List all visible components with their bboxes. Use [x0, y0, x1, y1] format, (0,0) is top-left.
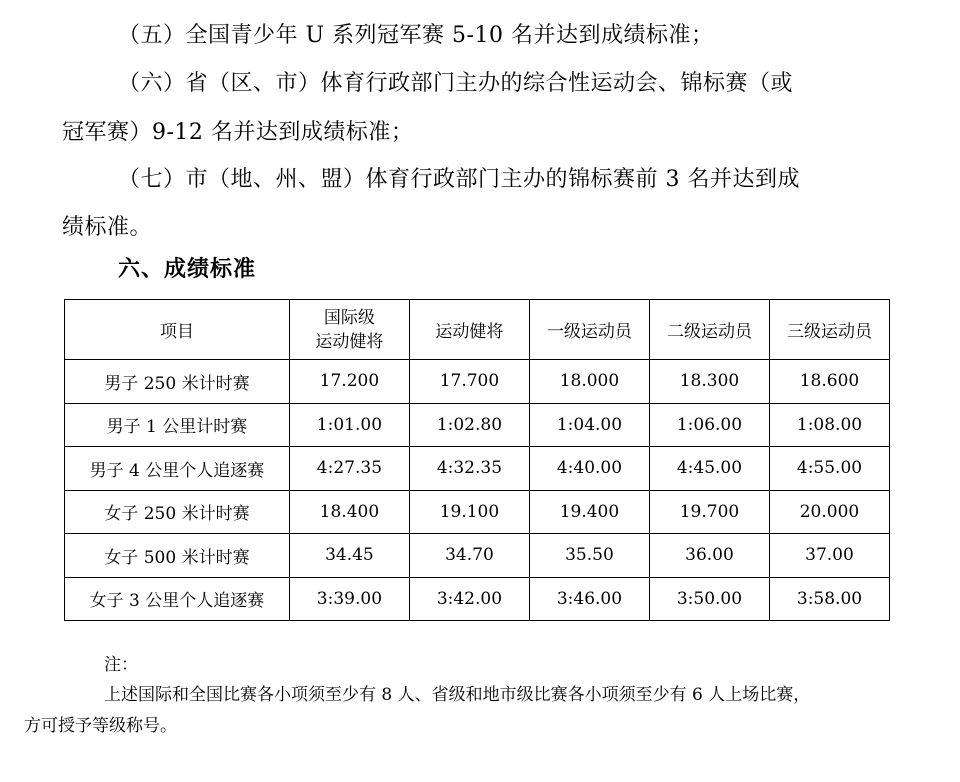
paragraph-item-7-cont: 绩标准。 — [62, 215, 153, 240]
value-cell: 18.400 — [289, 490, 409, 534]
value-cell: 1:04.00 — [529, 403, 649, 447]
note-text — [24, 680, 894, 742]
header-international-master — [289, 300, 409, 360]
value-cell: 18.000 — [529, 360, 649, 404]
value-cell: 19.100 — [409, 490, 529, 534]
value-cell: 3:46.00 — [529, 577, 649, 621]
paragraph-item-7: （七）市（地、州、盟）体育行政部门主办的锦标赛前 3 名并达到成 — [118, 167, 800, 192]
value-cell: 4:40.00 — [529, 447, 649, 491]
event-cell: 男子 250 米计时赛 — [65, 360, 290, 404]
value-cell: 1:06.00 — [649, 403, 769, 447]
value-cell: 34.45 — [289, 534, 409, 578]
event-cell: 女子 500 米计时赛 — [65, 534, 290, 578]
value-cell: 20.000 — [769, 490, 889, 534]
section-heading: 六、成绩标准 — [118, 257, 257, 282]
paragraph-item-6: （六）省（区、市）体育行政部门主办的综合性运动会、锦标赛（或 — [118, 71, 794, 96]
value-cell: 17.700 — [409, 360, 529, 404]
event-cell: 女子 3 公里个人追逐赛 — [65, 577, 290, 621]
table-row — [65, 360, 890, 404]
table-header-row — [65, 300, 890, 360]
value-cell: 3:58.00 — [769, 577, 889, 621]
value-cell: 1:02.80 — [409, 403, 529, 447]
paragraph-item-5: （五）全国青少年 U 系列冠军赛 5-10 名并达到成绩标准； — [118, 23, 714, 48]
header-second-class: 二级运动员 — [649, 300, 769, 360]
value-cell: 3:50.00 — [649, 577, 769, 621]
value-cell: 4:27.35 — [289, 447, 409, 491]
note-line-2: 方可授予等级称号。 — [24, 716, 177, 736]
value-cell: 35.50 — [529, 534, 649, 578]
header-event: 项目 — [65, 300, 290, 360]
table-row — [65, 534, 890, 578]
table-row — [65, 490, 890, 534]
header-first-class: 一级运动员 — [529, 300, 649, 360]
header-master: 运动健将 — [409, 300, 529, 360]
value-cell: 34.70 — [409, 534, 529, 578]
score-standards-table — [64, 299, 890, 621]
value-cell: 3:39.00 — [289, 577, 409, 621]
header-international-line2: 运动健将 — [315, 331, 384, 352]
event-cell: 男子 4 公里个人追逐赛 — [65, 447, 290, 491]
value-cell: 18.300 — [649, 360, 769, 404]
header-third-class: 三级运动员 — [769, 300, 889, 360]
value-cell: 4:45.00 — [649, 447, 769, 491]
value-cell: 4:32.35 — [409, 447, 529, 491]
table-row — [65, 447, 890, 491]
event-cell: 女子 250 米计时赛 — [65, 490, 290, 534]
value-cell: 1:01.00 — [289, 403, 409, 447]
value-cell: 36.00 — [649, 534, 769, 578]
value-cell: 19.700 — [649, 490, 769, 534]
value-cell: 17.200 — [289, 360, 409, 404]
table-row — [65, 577, 890, 621]
note-line-1: 上述国际和全国比赛各小项须至少有 8 人、省级和地市级比赛各小项须至少有 6 人上场比赛， — [104, 685, 811, 705]
value-cell: 19.400 — [529, 490, 649, 534]
value-cell: 3:42.00 — [409, 577, 529, 621]
value-cell: 4:55.00 — [769, 447, 889, 491]
table-row — [65, 403, 890, 447]
value-cell: 18.600 — [769, 360, 889, 404]
event-cell: 男子 1 公里计时赛 — [65, 403, 290, 447]
paragraph-item-6-cont: 冠军赛）9-12 名并达到成绩标准； — [62, 120, 414, 145]
note-label: 注： — [104, 655, 138, 675]
header-international-line1: 国际级 — [323, 307, 375, 328]
value-cell: 1:08.00 — [769, 403, 889, 447]
value-cell: 37.00 — [769, 534, 889, 578]
